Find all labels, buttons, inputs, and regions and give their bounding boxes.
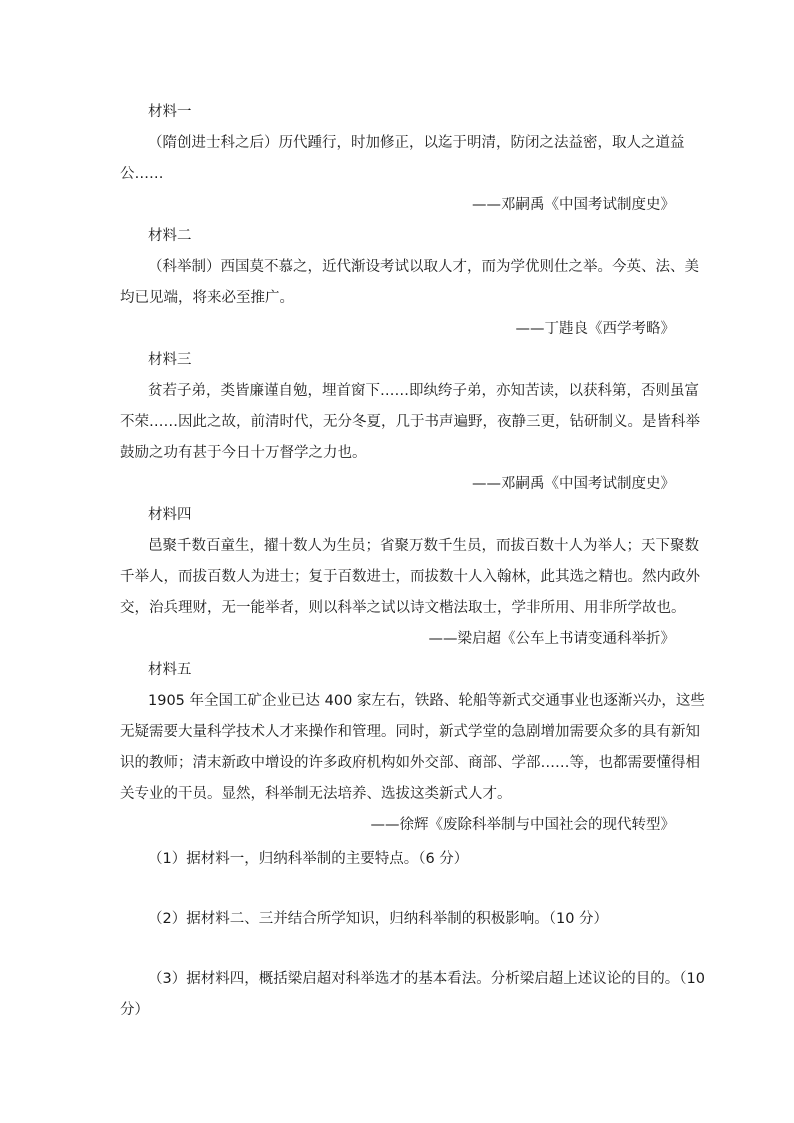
- material-text: [120, 376, 700, 469]
- material-text: [120, 128, 685, 190]
- material-2: [120, 221, 699, 345]
- text-line: 均已见端，将来必至推广。: [120, 290, 294, 306]
- text-line: 识的教师；清末新政中增设的许多政府机构如外交部、商部、学部……等，也都需要懂得相: [120, 755, 700, 771]
- material-source: ——邓嗣禹《中国考试制度史》: [472, 476, 675, 492]
- material-source: ——邓嗣禹《中国考试制度史》: [472, 197, 675, 213]
- question-text: （3）据材料四，概括梁启超对科举选才的基本看法。分析梁启超上述议论的目的。（10: [148, 971, 705, 987]
- question-text: （2）据材料二、三并结合所学知识，归纳科举制的积极影响。（10 分）: [148, 911, 609, 927]
- question-3: [120, 964, 705, 1026]
- material-5: [120, 655, 705, 841]
- material-heading: 材料四: [148, 507, 192, 523]
- material-heading: 材料二: [148, 228, 192, 244]
- material-heading: 材料三: [148, 352, 192, 368]
- material-source: ——梁启超《公车上书请变通科举折》: [428, 631, 675, 647]
- document-content: [120, 97, 705, 1026]
- questions: [120, 844, 705, 1026]
- text-line: （隋创进士科之后）历代踵行，时加修正，以迄于明清，防闭之法益密，取人之道益: [148, 135, 685, 151]
- material-heading: 材料一: [148, 104, 192, 120]
- material-source: ——徐辉《废除科举制与中国社会的现代转型》: [370, 817, 675, 833]
- text-line: 1905 年全国工矿企业已达 400 家左右，铁路、轮船等新式交通事业也逐渐兴办，这些: [148, 693, 705, 709]
- text-line: 千举人，而拔百数人为进士；复于百数进士，而拔数十人入翰林，此其选之精也。然内政外: [120, 569, 700, 585]
- text-line: （科举制）西国莫不慕之，近代渐设考试以取人才，而为学优则仕之举。今英、法、美: [148, 259, 699, 275]
- material-text: [120, 531, 700, 624]
- text-line: 不荣……因此之故，前清时代，无分冬夏，几于书声遍野，夜静三更，钻研制义。是皆科举: [120, 414, 700, 430]
- question-1: [120, 844, 675, 875]
- material-text: [120, 252, 699, 314]
- text-line: 公……: [120, 166, 164, 182]
- text-line: 交，治兵理财，无一能举者，则以科举之试以诗文楷法取士，学非所用、用非所学故也。: [120, 600, 686, 616]
- material-heading: 材料五: [148, 662, 192, 678]
- text-line: 贫若子弟，类皆廉谨自勉，埋首窗下……即纨绔子弟，亦知苦读，以获科第，否则虽富: [148, 383, 699, 399]
- text-line: 鼓励之功有甚于今日十万督学之力也。: [120, 445, 367, 461]
- material-3: [120, 345, 700, 500]
- material-source: ——丁韪良《西学考略》: [515, 321, 675, 337]
- text-line: 关专业的干员。显然，科举制无法培养、选拔这类新式人才。: [120, 786, 512, 802]
- text-line: 邑聚千数百童生，擢十数人为生员；省聚万数千生员，而拔百数十人为举人；天下聚数: [148, 538, 699, 554]
- material-1: [120, 97, 685, 221]
- material-4: [120, 500, 700, 655]
- question-2: [120, 904, 675, 935]
- question-text: （1）据材料一，归纳科举制的主要特点。（6 分）: [148, 851, 469, 867]
- text-line: 无疑需要大量科学技术人才来操作和管理。同时，新式学堂的急剧增加需要众多的具有新知: [120, 724, 700, 740]
- question-text: 分）: [120, 1002, 149, 1018]
- material-text: [120, 686, 705, 810]
